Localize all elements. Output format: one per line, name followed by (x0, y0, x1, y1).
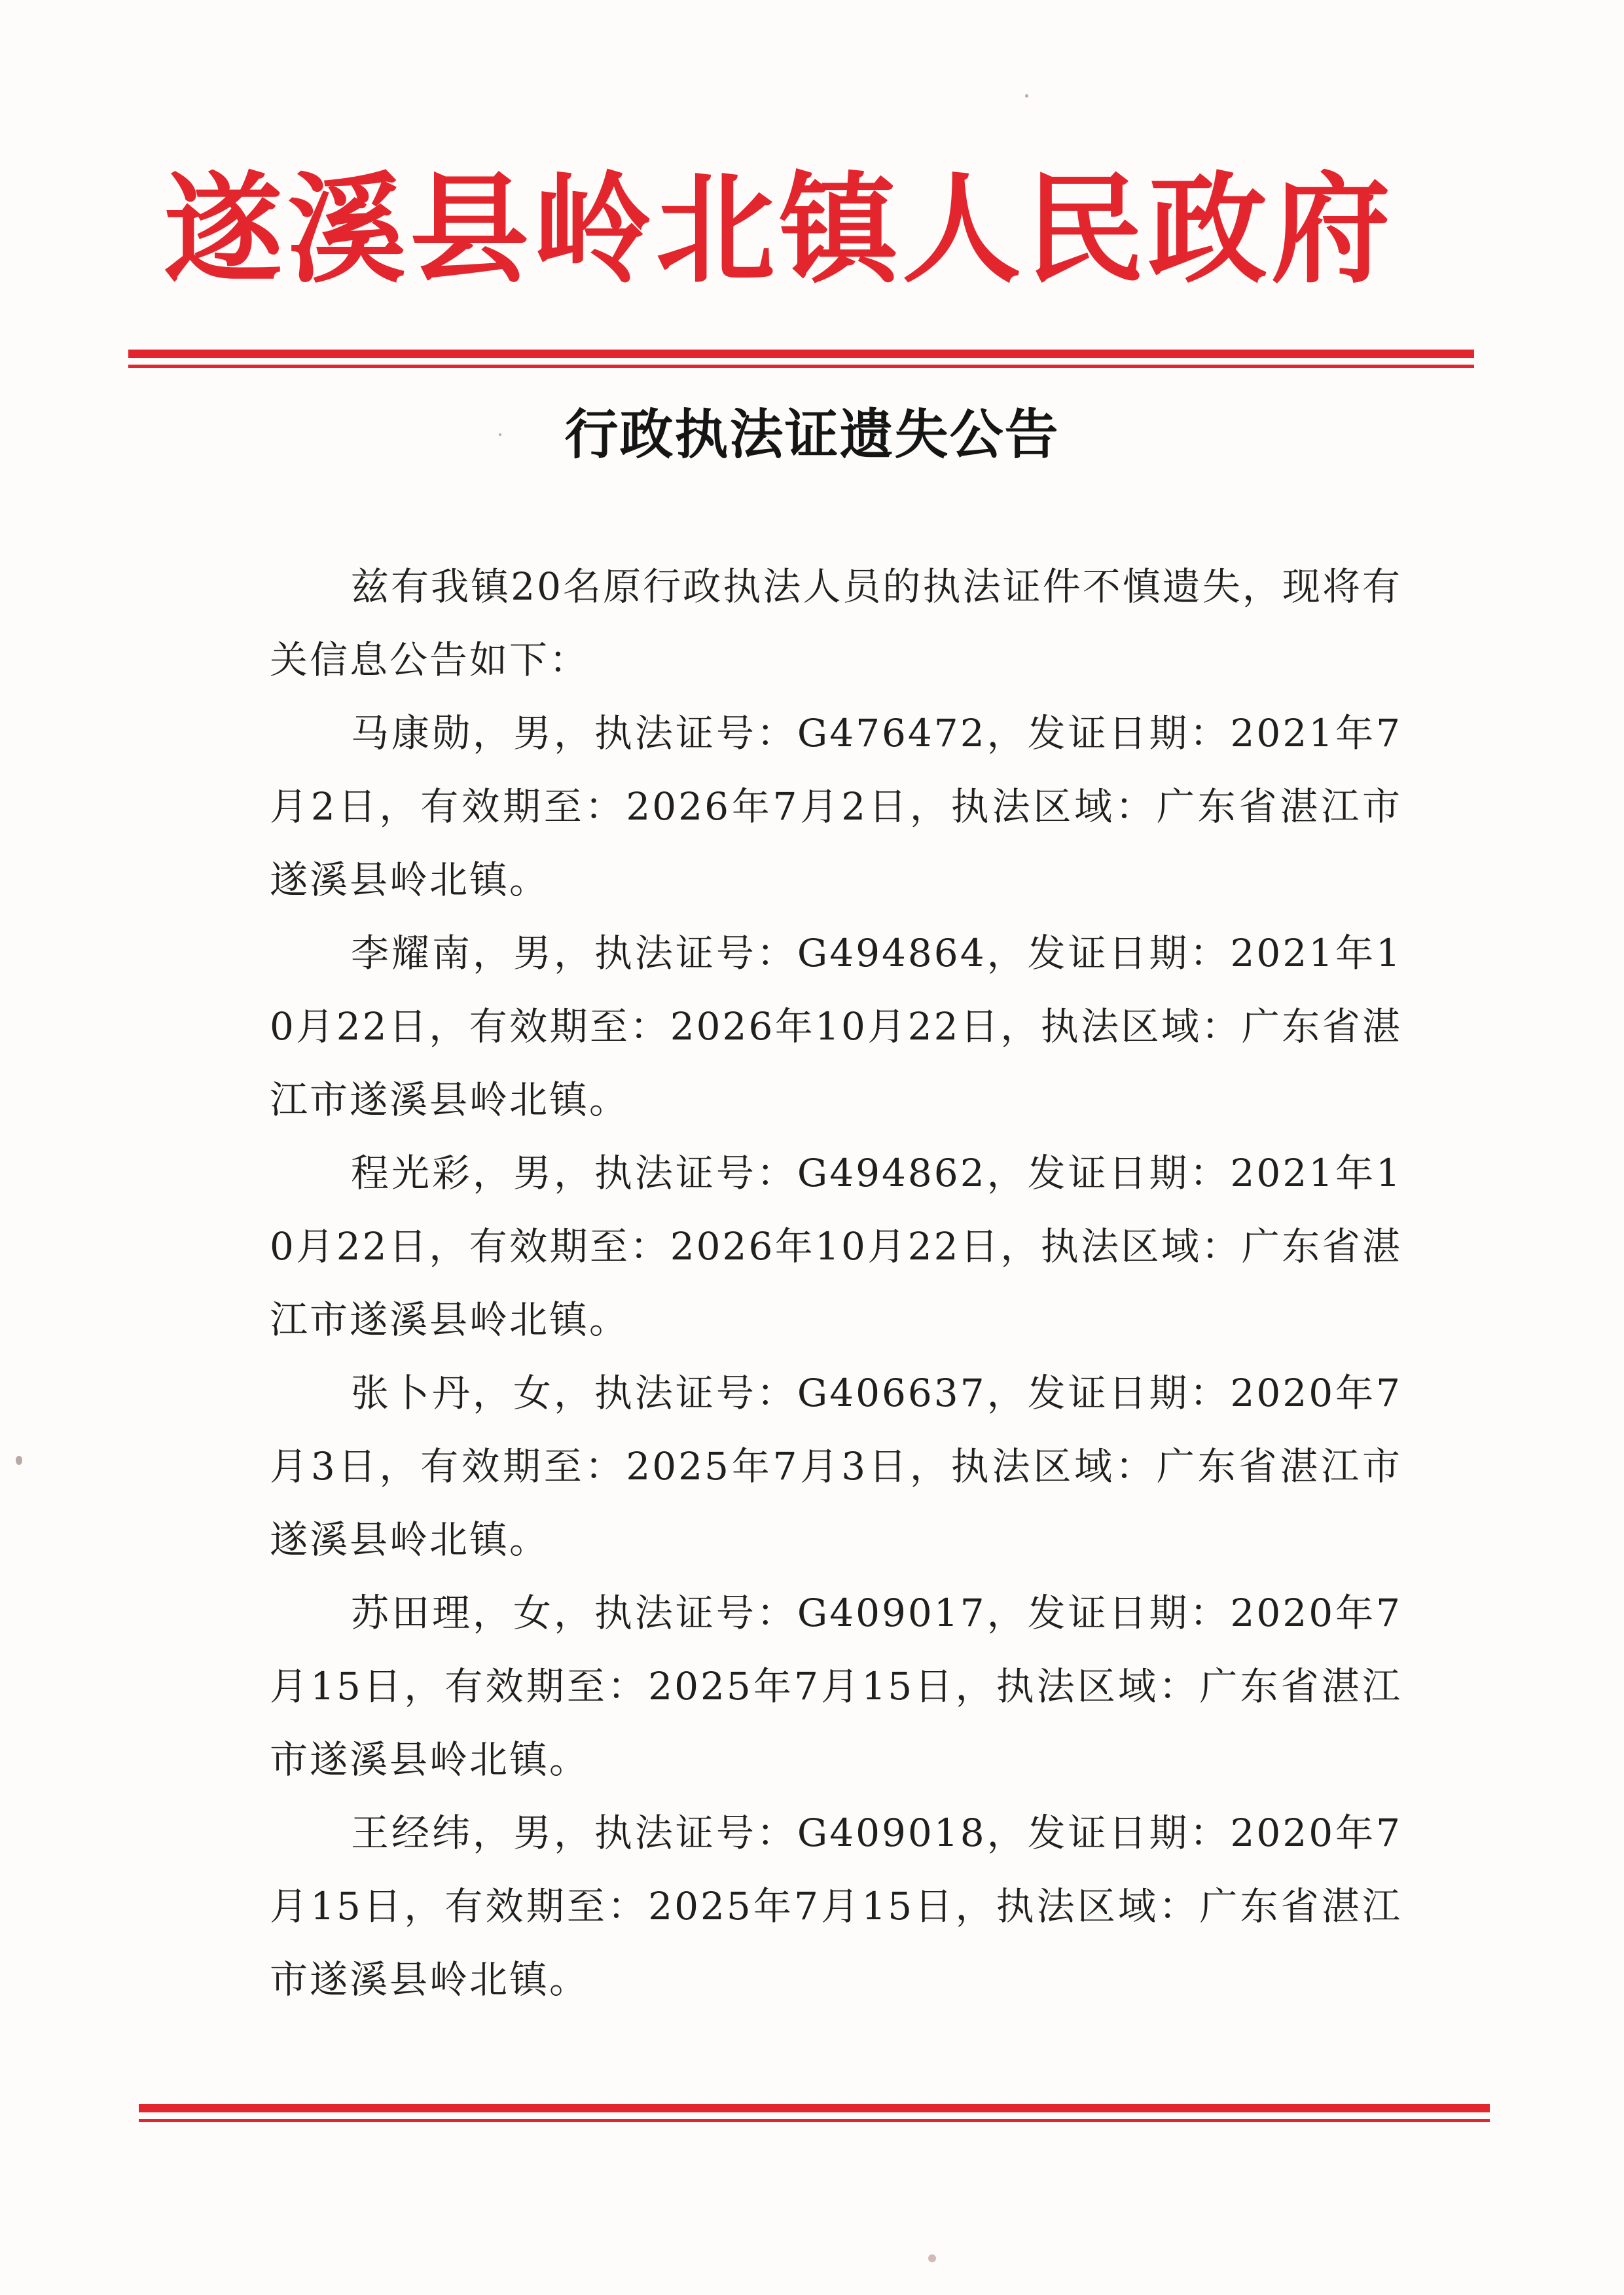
entry-paragraph: 马康勋，男，执法证号：G476472，发证日期：2021年7月2日，有效期至：2026年7月2日，执法区域：广东省湛江市遂溪县岭北镇。 (270, 711, 1402, 902)
scan-speck (928, 2254, 936, 2262)
rule-thick-line (139, 2104, 1490, 2112)
scan-speck (16, 1456, 22, 1465)
entry-paragraph: 苏田理，女，执法证号：G409017，发证日期：2020年7月15日，有效期至：2025年7月15日，执法区域：广东省湛江市遂溪县岭北镇。 (270, 1591, 1402, 1782)
intro-paragraph: 兹有我镇20名原行政执法人员的执法证件不慎遗失，现将有关信息公告如下： (270, 564, 1402, 682)
document-body (270, 550, 1402, 2016)
entry-paragraph: 李耀南，男，执法证号：G494864，发证日期：2021年10月22日，有效期至：2026年10月22日，执法区域：广东省湛江市遂溪县岭北镇。 (270, 931, 1402, 1122)
document-title: 行政执法证遗失公告 (564, 403, 1060, 466)
entry-paragraph: 程光彩，男，执法证号：G494862，发证日期：2021年10月22日，有效期至：2026年10月22日，执法区域：广东省湛江市遂溪县岭北镇。 (270, 1151, 1402, 1342)
masthead-double-rule (128, 350, 1474, 368)
entry-paragraph: 张卜丹，女，执法证号：G406637，发证日期：2020年7月3日，有效期至：2025年7月3日，执法区域：广东省湛江市遂溪县岭北镇。 (270, 1371, 1402, 1562)
rule-thin-line (128, 365, 1474, 368)
masthead-organization-name: 遂溪县岭北镇人民政府 (164, 159, 1394, 299)
scan-speck (499, 433, 501, 436)
scan-speck (1025, 94, 1028, 98)
entry-paragraph: 王经纬，男，执法证号：G409018，发证日期：2020年7月15日，有效期至：2025年7月15日，执法区域：广东省湛江市遂溪县岭北镇。 (270, 1811, 1402, 2002)
rule-thick-line (128, 350, 1474, 358)
rule-thin-line (139, 2119, 1490, 2122)
footer-double-rule (139, 2104, 1490, 2122)
